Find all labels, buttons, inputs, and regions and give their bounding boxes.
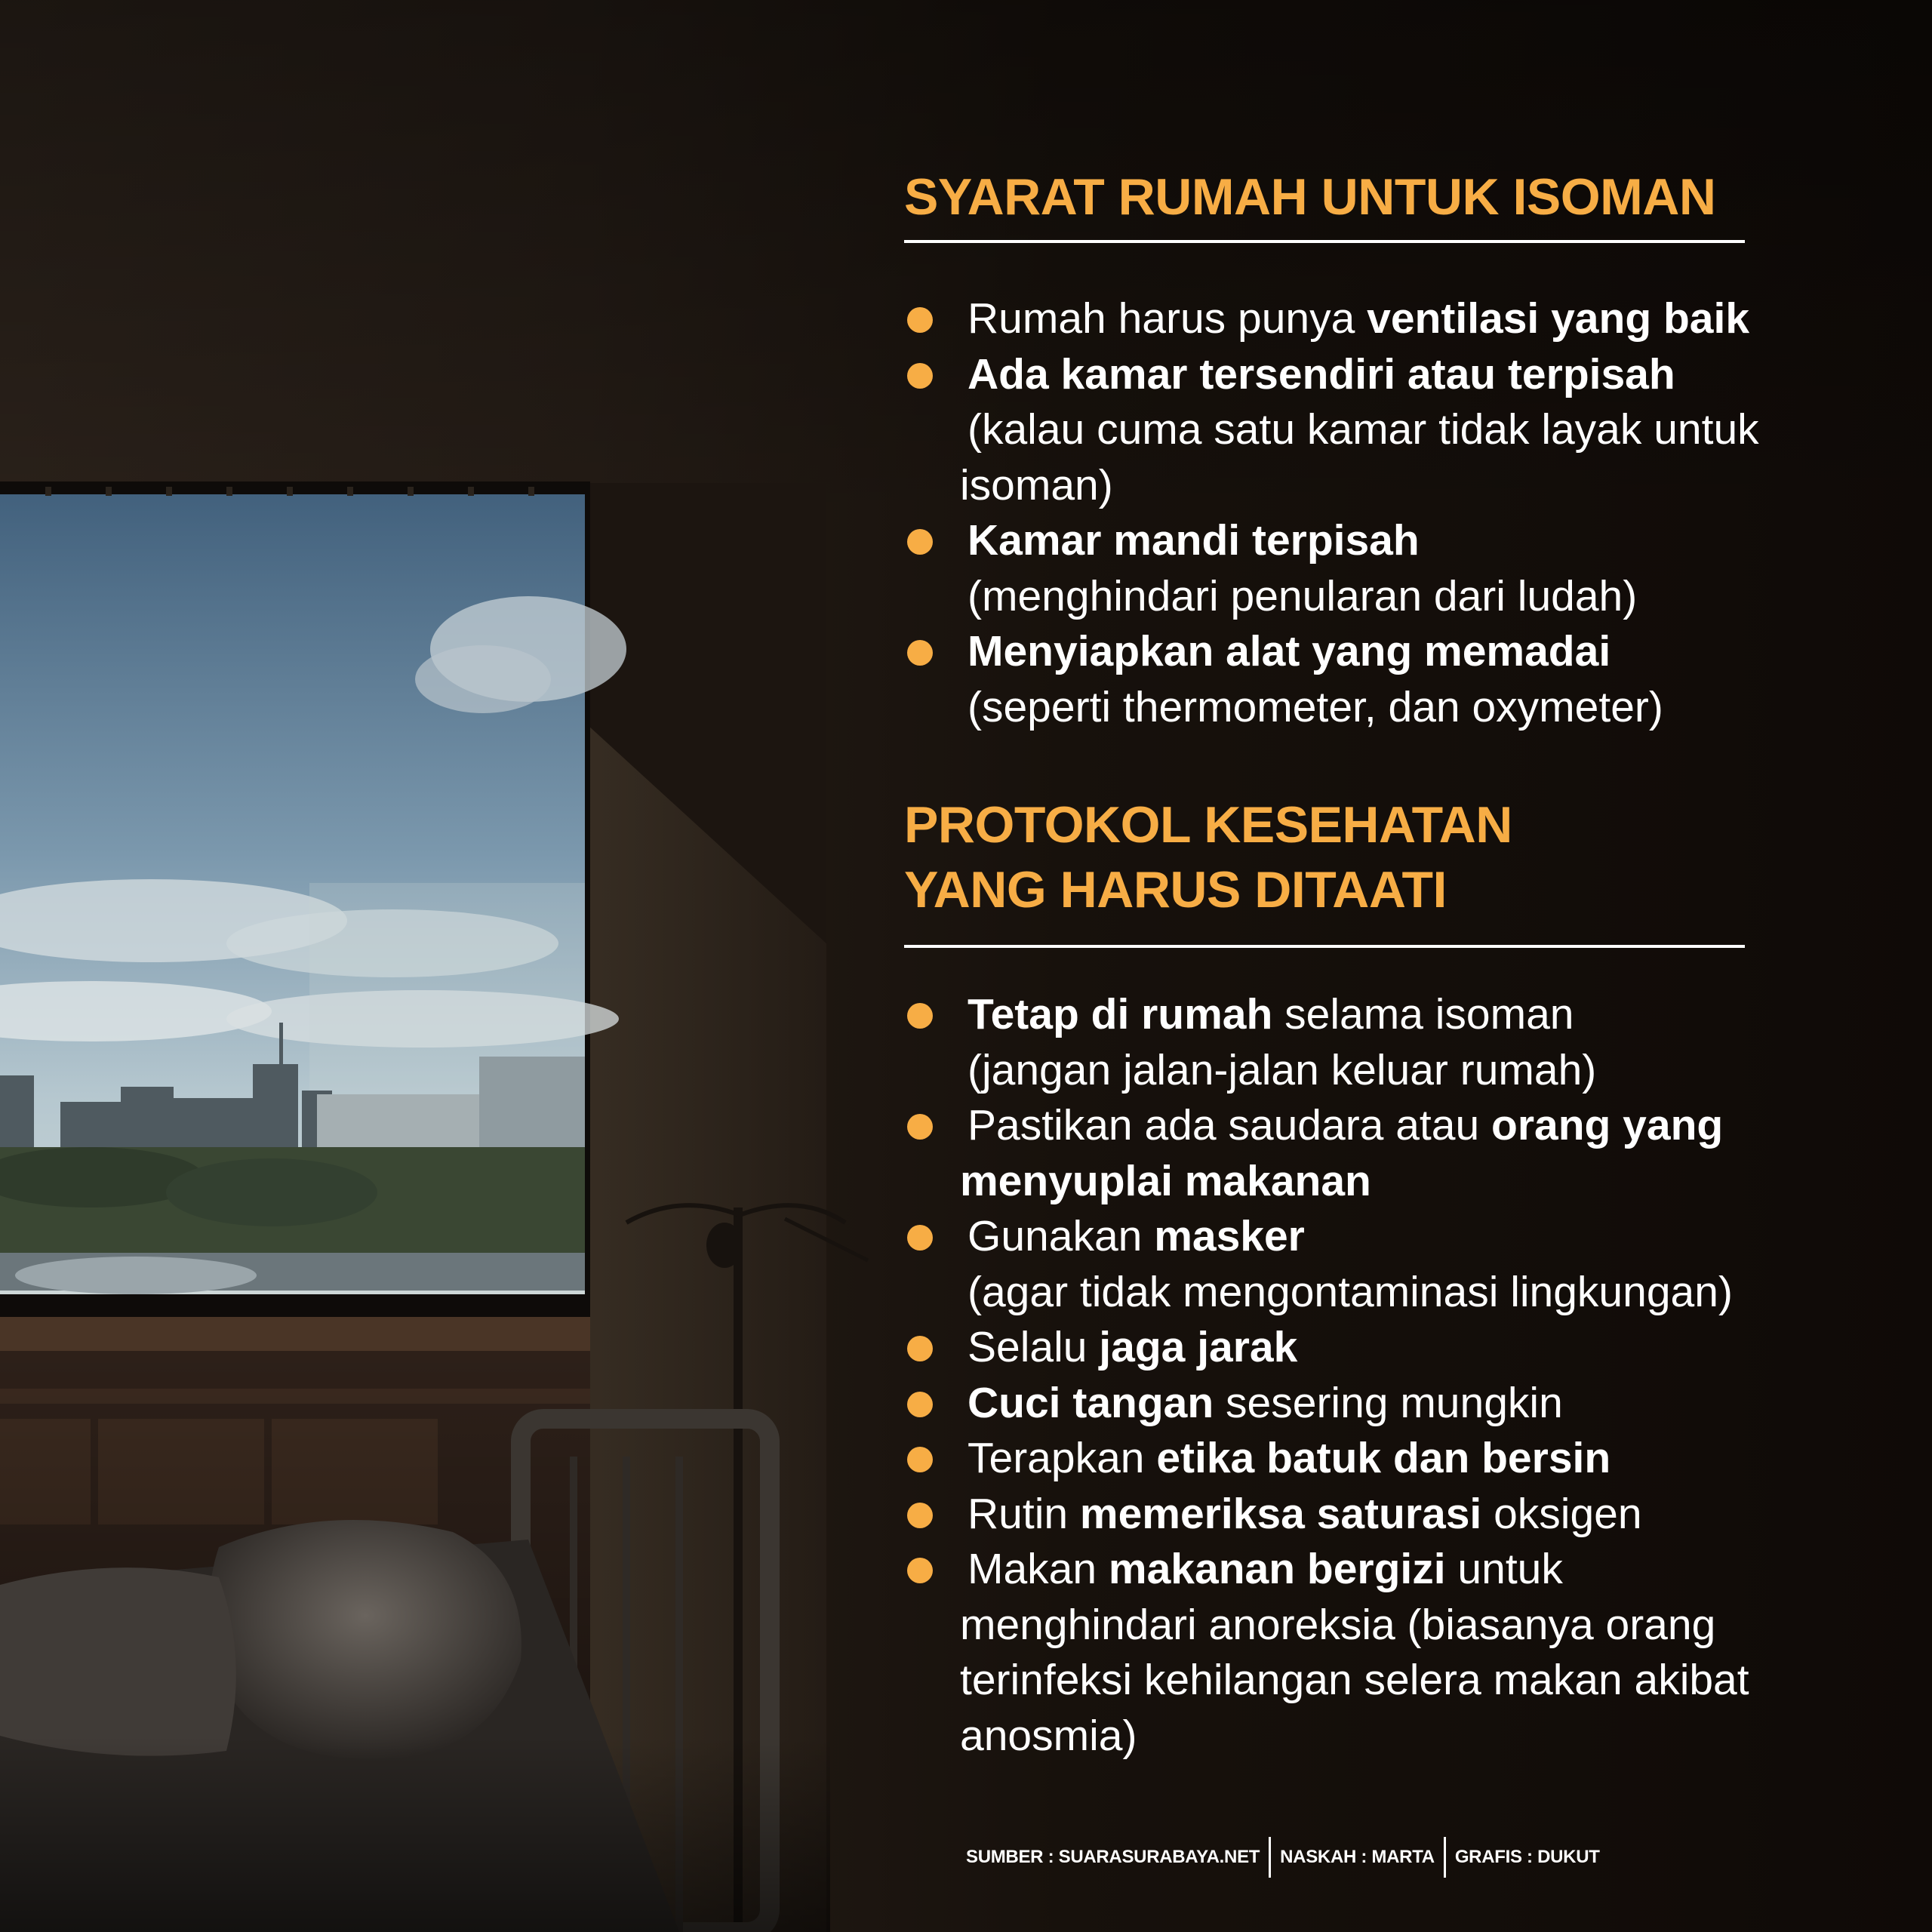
- item-line: [960, 1598, 1915, 1654]
- credit-source: SUMBER : SUARASURABAYA.NET: [966, 1847, 1260, 1867]
- section1-title: SYARAT RUMAH UNTUK ISOMAN: [904, 168, 1716, 226]
- list-item: [904, 1098, 1915, 1209]
- list-item: [904, 1320, 1915, 1376]
- body-text: selama isoman: [1272, 990, 1574, 1038]
- body-text: Terapkan: [968, 1434, 1157, 1482]
- credit-graphics: GRAFIS : DUKUT: [1454, 1847, 1600, 1867]
- bullet-icon: [907, 1392, 933, 1417]
- item-line: [968, 1209, 1915, 1265]
- credit-separator: [1444, 1837, 1446, 1878]
- item-line: [968, 569, 1915, 625]
- section1-divider: [904, 240, 1745, 243]
- body-text: Selalu: [968, 1323, 1100, 1371]
- bullet-icon: [907, 1558, 933, 1583]
- item-line: [960, 1709, 1915, 1764]
- body-text: (kalau cuma satu kamar tidak layak untuk: [968, 405, 1759, 454]
- bullet-icon: [907, 1003, 933, 1029]
- item-line: [968, 402, 1915, 458]
- emphasis-text: memeriksa saturasi: [1079, 1489, 1482, 1538]
- item-line: [968, 987, 1915, 1043]
- credits-footer: [966, 1837, 1600, 1878]
- body-text: sesering mungkin: [1214, 1378, 1563, 1427]
- emphasis-text: Tetap di rumah: [968, 990, 1273, 1038]
- item-line: [968, 347, 1915, 403]
- bullet-icon: [907, 1503, 933, 1528]
- item-line: [968, 680, 1915, 736]
- body-text: Rumah harus punya: [968, 294, 1367, 343]
- bullet-icon: [907, 640, 933, 666]
- section2-title-line1: PROTOKOL KESEHATAN: [904, 796, 1512, 854]
- body-text: (seperti thermometer, dan oxymeter): [968, 682, 1663, 731]
- body-text: (agar tidak mengontaminasi lingkungan): [968, 1267, 1733, 1316]
- section2-divider: [904, 945, 1745, 948]
- item-line: [960, 1154, 1915, 1210]
- body-text: Gunakan: [968, 1212, 1155, 1260]
- section2-title-line2: YANG HARUS DITAATI: [904, 861, 1447, 918]
- list-item: [904, 291, 1915, 347]
- body-text: anosmia): [960, 1711, 1137, 1760]
- item-line: [968, 1376, 1915, 1432]
- body-text: terinfeksi kehilangan selera makan akibat: [960, 1656, 1749, 1704]
- item-line: [968, 624, 1915, 680]
- bullet-icon: [907, 1114, 933, 1140]
- body-text: oksigen: [1481, 1489, 1642, 1538]
- item-line: [960, 458, 1915, 514]
- section1-list: [904, 291, 1915, 735]
- body-text: Rutin: [968, 1489, 1080, 1538]
- credit-separator: [1269, 1837, 1271, 1878]
- body-text: Makan: [968, 1545, 1109, 1593]
- emphasis-text: Kamar mandi terpisah: [968, 516, 1420, 565]
- emphasis-text: ventilasi yang baik: [1367, 294, 1750, 343]
- item-line: [968, 513, 1915, 569]
- item-line: [968, 1431, 1915, 1487]
- list-item: [904, 1376, 1915, 1432]
- body-text: isoman): [960, 460, 1113, 509]
- emphasis-text: Ada kamar tersendiri atau terpisah: [968, 349, 1675, 398]
- item-line: [968, 291, 1915, 347]
- list-item: [904, 1542, 1915, 1764]
- body-text: untuk: [1445, 1545, 1563, 1593]
- item-line: [968, 1320, 1915, 1376]
- item-line: [968, 1487, 1915, 1543]
- bullet-icon: [907, 363, 933, 389]
- bullet-icon: [907, 529, 933, 555]
- list-item: [904, 1487, 1915, 1543]
- emphasis-text: Cuci tangan: [968, 1378, 1214, 1427]
- body-text: (menghindari penularan dari ludah): [968, 571, 1638, 620]
- list-item: [904, 624, 1915, 735]
- emphasis-text: menyuplai makanan: [960, 1156, 1371, 1205]
- item-line: [968, 1542, 1915, 1598]
- item-line: [968, 1098, 1915, 1154]
- list-item: [904, 347, 1915, 514]
- list-item: [904, 1209, 1915, 1320]
- credit-script: NASKAH : MARTA: [1280, 1847, 1435, 1867]
- body-text: Pastikan ada saudara atau: [968, 1101, 1491, 1149]
- list-item: [904, 1431, 1915, 1487]
- bullet-icon: [907, 307, 933, 333]
- bullet-icon: [907, 1336, 933, 1361]
- list-item: [904, 513, 1915, 624]
- item-line: [968, 1043, 1915, 1099]
- emphasis-text: orang yang: [1491, 1101, 1724, 1149]
- body-text: (jangan jalan-jalan keluar rumah): [968, 1045, 1597, 1094]
- emphasis-text: etika batuk dan bersin: [1156, 1434, 1611, 1482]
- item-line: [968, 1265, 1915, 1321]
- bullet-icon: [907, 1447, 933, 1472]
- section2-list: [904, 987, 1915, 1764]
- emphasis-text: jaga jarak: [1099, 1323, 1298, 1371]
- item-line: [960, 1653, 1915, 1709]
- emphasis-text: Menyiapkan alat yang memadai: [968, 627, 1611, 675]
- emphasis-text: masker: [1154, 1212, 1305, 1260]
- bullet-icon: [907, 1225, 933, 1251]
- list-item: [904, 987, 1915, 1098]
- emphasis-text: makanan bergizi: [1108, 1545, 1446, 1593]
- body-text: menghindari anoreksia (biasanya orang: [960, 1600, 1716, 1649]
